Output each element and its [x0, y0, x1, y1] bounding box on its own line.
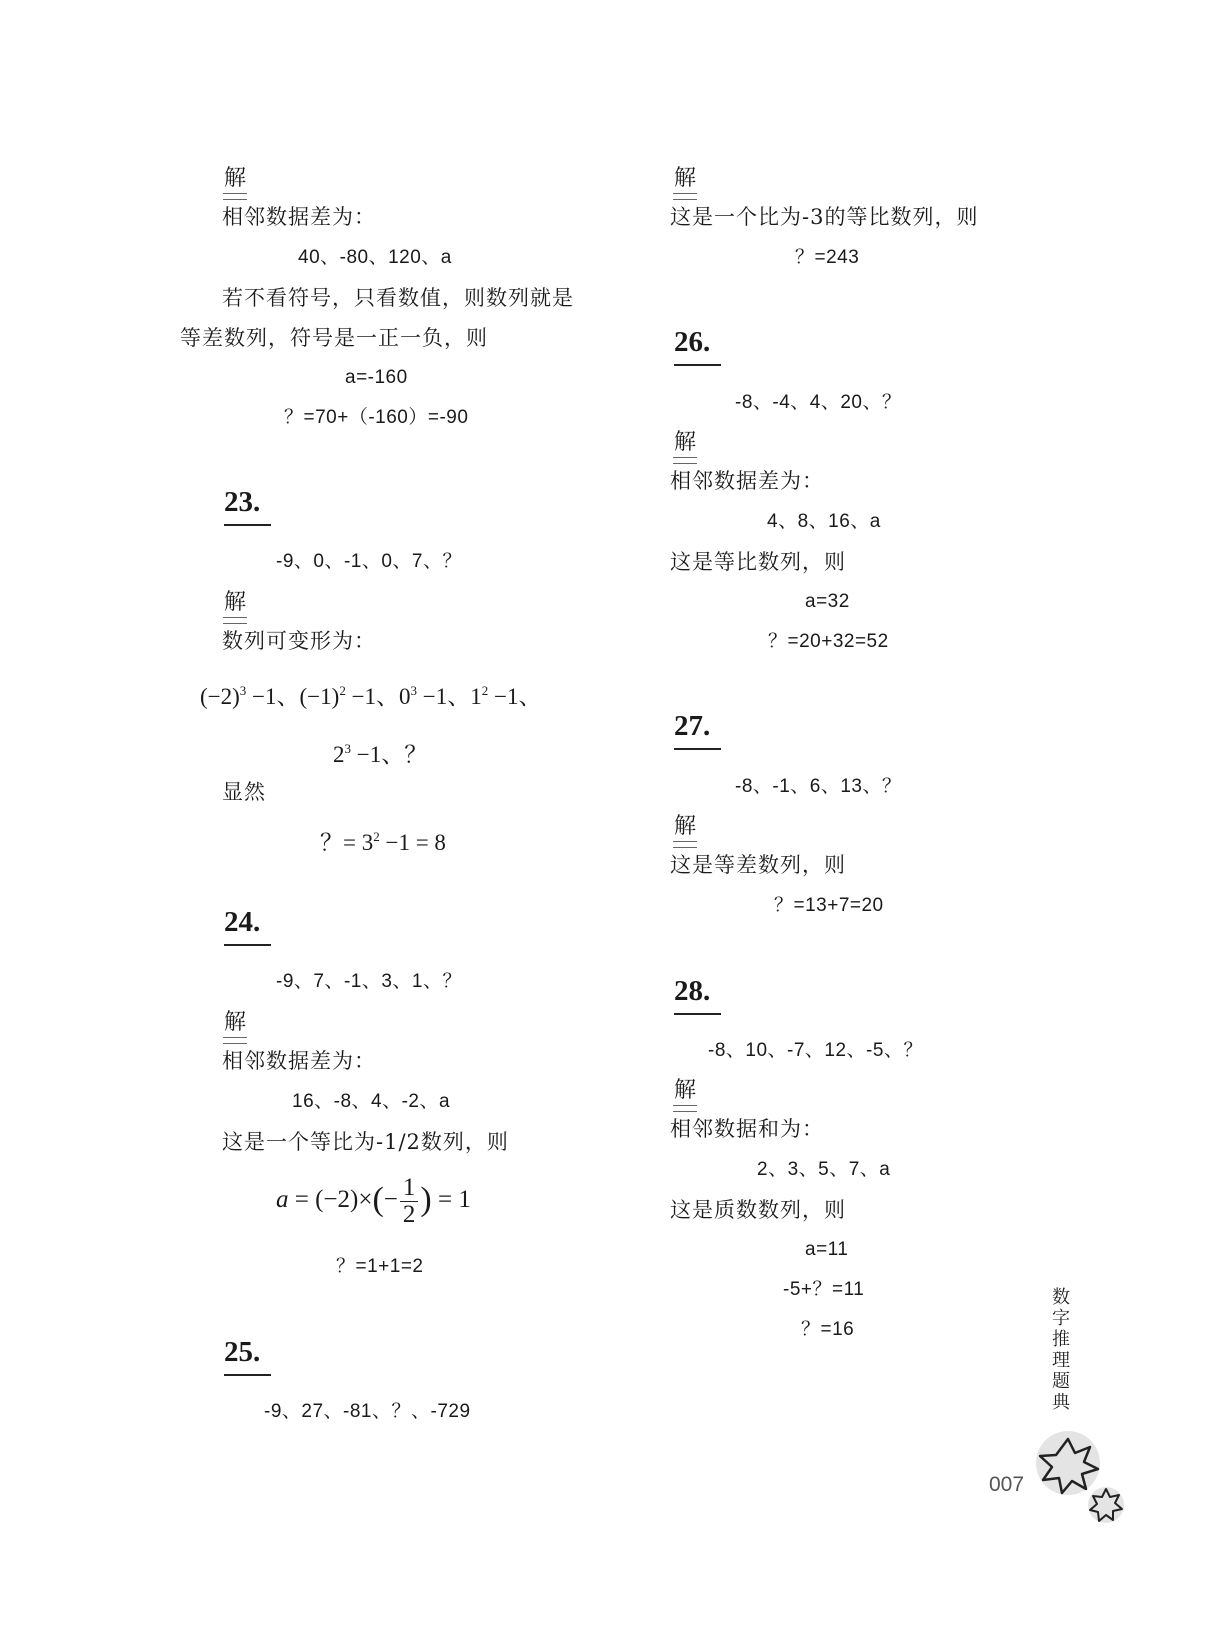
text-line: 数列可变形为：: [222, 629, 376, 653]
solution-label: 解: [674, 430, 697, 455]
question-sequence: -8、10、-7、12、-5、？: [708, 1040, 923, 1061]
title-char: 数: [1052, 1287, 1070, 1308]
solution-label: 解: [224, 166, 247, 191]
text-line: 4、8、16、a: [767, 511, 881, 532]
text-line: 这是等差数列，则: [670, 853, 846, 877]
formula-line: a = (−2)×(− $\frac{1}{2}$ ) = 1: [276, 1173, 471, 1228]
solution-label: 解: [674, 166, 697, 191]
solution-label: 解: [224, 590, 247, 615]
formula-line: $2^3 -1$、？: [333, 741, 428, 767]
title-char: 典: [1052, 1392, 1070, 1413]
text-line: 这是一个比为-3的等比数列，则: [670, 205, 979, 229]
book-title-vertical: [1050, 1287, 1072, 1413]
text-line: 若不看符号，只看数值，则数列就是: [222, 286, 574, 310]
text-line: 这是一个等比为-1/2数列，则: [222, 1130, 509, 1154]
text-line: 相邻数据和为：: [670, 1117, 824, 1141]
text-line: a=11: [805, 1239, 849, 1260]
text-line: 2、3、5、7、a: [757, 1159, 891, 1180]
text-line: 16、-8、4、-2、a: [292, 1091, 451, 1112]
question-number: 26.: [674, 326, 714, 358]
text-line: ？=70+（-160）=-90: [284, 407, 469, 428]
text-line: ？=20+32=52: [768, 631, 889, 652]
text-line: -5+？=11: [783, 1279, 865, 1300]
text-line: 40、-80、120、a: [298, 247, 452, 268]
question-number: 25.: [224, 1336, 264, 1368]
title-char: 题: [1052, 1371, 1070, 1392]
page-number: 007: [989, 1473, 1025, 1496]
formula-line: $(-2)^3 -1$、$(-1)^2 -1$、$0^3 -1$、$1^2 -1$、: [200, 683, 542, 709]
text-line: 相邻数据差为：: [222, 205, 376, 229]
question-number: 27.: [674, 710, 714, 742]
solution-label: 解: [674, 814, 697, 839]
question-sequence: -9、7、-1、3、1、？: [276, 971, 462, 992]
text-line: 这是质数数列，则: [670, 1198, 846, 1222]
question-sequence: -8、-4、4、20、？: [735, 392, 902, 413]
star-burst-icon: [1020, 1425, 1130, 1537]
solution-label: 解: [674, 1078, 697, 1103]
title-char: 推: [1052, 1329, 1070, 1350]
text-line: a=-160: [345, 367, 408, 388]
question-number: 24.: [224, 906, 264, 938]
solution-label: 解: [224, 1010, 247, 1035]
question-number: 23.: [224, 486, 264, 518]
text-line: 相邻数据差为：: [670, 469, 824, 493]
text-line: 相邻数据差为：: [222, 1049, 376, 1073]
text-line: ？=16: [801, 1319, 855, 1340]
text-line: ？=13+7=20: [774, 895, 884, 916]
question-sequence: -8、-1、6、13、？: [735, 776, 902, 797]
formula-line: ？= $3^2 -1 = 8$: [320, 829, 446, 855]
title-char: 字: [1052, 1308, 1070, 1329]
text-line: 这是等比数列，则: [670, 550, 846, 574]
title-char: 理: [1052, 1350, 1070, 1371]
text-line: a=32: [805, 591, 850, 612]
question-sequence: -9、27、-81、？、-729: [264, 1401, 471, 1422]
question-sequence: -9、0、-1、0、7、？: [276, 551, 462, 572]
text-line: 显然: [222, 780, 266, 804]
question-number: 28.: [674, 975, 714, 1007]
text-line: 等差数列，符号是一正一负，则: [180, 326, 488, 350]
text-line: ？=243: [795, 247, 860, 268]
text-line: ？=1+1=2: [336, 1256, 424, 1277]
